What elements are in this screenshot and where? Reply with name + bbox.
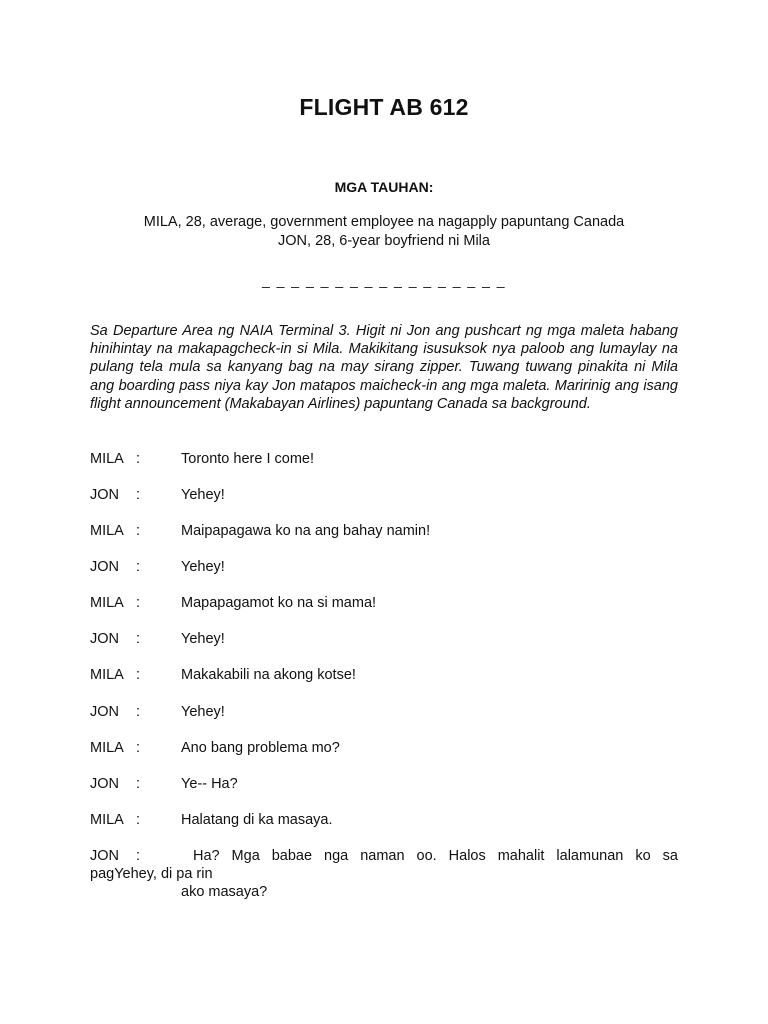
speaker-colon: : [136, 812, 141, 828]
dialogue-word: oo. [416, 848, 437, 864]
speaker-name: MILA [90, 740, 124, 756]
dialogue-line [90, 811, 678, 829]
speaker-name: JON [90, 559, 119, 575]
dialogue-word: nga [324, 848, 349, 864]
cast-member-mila: MILA, 28, average, government employee na nagapply papuntang Canada [143, 214, 625, 230]
dialogue-word: lalamunan [556, 848, 624, 864]
speaker-colon: : [136, 451, 141, 467]
dialogue-text: Makakabili na akong kotse! [181, 667, 356, 683]
dialogue-word: Halos [448, 848, 486, 864]
dialogue-line [90, 739, 678, 757]
dialogue-text: Toronto here I come! [181, 451, 314, 467]
section-divider: _ _ _ _ _ _ _ _ _ _ _ _ _ _ _ _ _ [261, 272, 507, 288]
speaker-name: JON [90, 487, 119, 503]
speaker-colon: : [136, 776, 141, 792]
speaker-name: JON [90, 776, 119, 792]
dialogue-text: Yehey! [181, 559, 225, 575]
dialogue-word: naman [360, 848, 405, 864]
dialogue-text: Halatang di ka masaya. [181, 812, 333, 828]
dialogue-text: Mapapagamot ko na si mama! [181, 595, 377, 611]
dialogue-line [90, 486, 678, 504]
dialogue-text: Yehey! [181, 704, 225, 720]
dialogue-line [90, 775, 678, 793]
dialogue-first-row [90, 847, 678, 865]
dialogue-word: mahalit [497, 848, 545, 864]
speaker-colon: : [136, 631, 141, 647]
speaker-name: MILA [90, 667, 124, 683]
speaker-name: JON [90, 631, 119, 647]
dialogue-word: sa [662, 848, 678, 864]
speaker-name: JON [90, 848, 119, 864]
dialogue-line [90, 630, 678, 648]
speaker-name: JON [90, 704, 119, 720]
dialogue-word: Ha? [192, 848, 220, 864]
cast-member-jon: JON, 28, 6-year boyfriend ni Mila [278, 233, 490, 249]
dialogue-line [90, 522, 678, 540]
dialogue-wrap-line: pagYehey, di pa rin [90, 866, 213, 882]
speaker-name: MILA [90, 812, 124, 828]
cast-list [90, 213, 678, 251]
dialogue-text: Ano bang problema mo? [181, 740, 340, 756]
speaker-colon: : [136, 487, 141, 503]
dialogue-word: Mga [231, 848, 260, 864]
dialogue-line-long [90, 847, 678, 901]
dialogue-word: babae [271, 848, 313, 864]
dialogue-line [90, 594, 678, 612]
document-title: FLIGHT AB 612 [299, 94, 469, 120]
speaker-colon: : [136, 704, 141, 720]
dialogue-text: Maipapagawa ko na ang bahay namin! [181, 523, 431, 539]
dialogue-text: Yehey! [181, 487, 225, 503]
speaker-colon: : [136, 740, 141, 756]
speaker-colon: : [136, 559, 141, 575]
dialogue-word: ko [635, 848, 651, 864]
stage-direction: Sa Departure Area ng NAIA Terminal 3. Higit ni Jon ang pushcart ng mga maleta habang hinihintay na makapagcheck-in si Mila. Makikitang isusuksok nya paloob ang lumaylay na pulang tela mula sa kanyang bag na may sirang zipper. Tuwang tuwang pinakita ni Mila ang boarding pass niya kay Jon matapos maicheck-in ang mga maleta. Maririnig ang isang flight announcement (Makabayan Airlines) papuntang Canada sa background. [90, 323, 678, 412]
speaker-block [90, 847, 181, 865]
dialogue-line [90, 558, 678, 576]
dialogue-line [90, 666, 678, 684]
speaker-colon: : [136, 523, 141, 539]
dialogue-text: Yehey! [181, 631, 225, 647]
dialogue-line [90, 703, 678, 721]
cast-heading: MGA TAUHAN: [334, 179, 434, 195]
speaker-colon: : [136, 848, 141, 864]
speaker-colon: : [136, 595, 141, 611]
dialogue-text: Ye-- Ha? [181, 776, 238, 792]
speaker-name: MILA [90, 595, 124, 611]
dialogue-continuation: ako masaya? [181, 884, 268, 900]
speaker-name: MILA [90, 523, 124, 539]
dialogue-line [90, 450, 678, 468]
speaker-colon: : [136, 667, 141, 683]
speaker-name: MILA [90, 451, 124, 467]
